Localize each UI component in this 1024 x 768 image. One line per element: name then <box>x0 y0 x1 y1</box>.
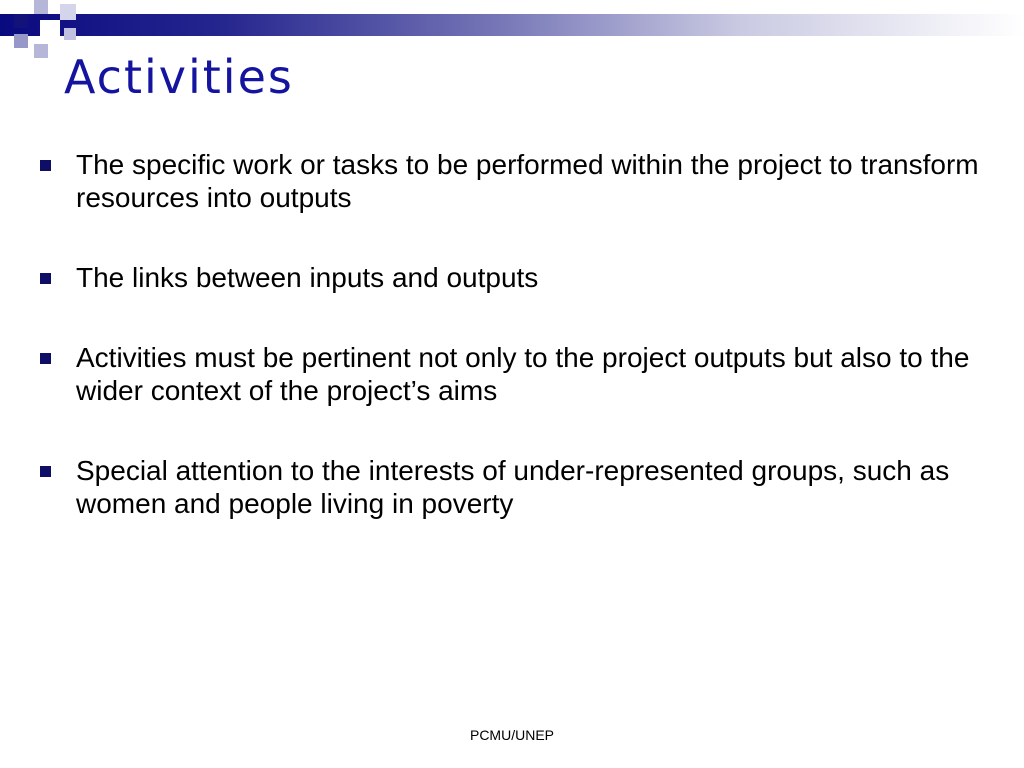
bullet-text: Activities must be pertinent not only to the project outputs but also to the wider context of the project’s aims <box>76 342 970 406</box>
decorative-square <box>60 4 76 20</box>
decorative-square <box>14 34 28 48</box>
bullet-item <box>40 341 980 407</box>
decorative-square <box>34 44 48 58</box>
header-gradient-band <box>0 14 1024 36</box>
slide-footer: PCMU/UNEP <box>469 727 554 743</box>
decorative-square <box>34 0 48 14</box>
bullet-text: The specific work or tasks to be performed within the project to transform resources into outputs <box>76 149 979 213</box>
bullet-text: The links between inputs and outputs <box>76 262 539 293</box>
square-bullet-icon <box>40 466 51 477</box>
bullet-text: Special attention to the interests of under-represented groups, such as women and people living in poverty <box>76 455 950 519</box>
slide-title: Activities <box>64 50 294 104</box>
decorative-square <box>64 28 76 40</box>
decorative-square <box>14 14 28 28</box>
square-bullet-icon <box>40 353 51 364</box>
square-bullet-icon <box>40 273 51 284</box>
bullet-item <box>40 148 980 214</box>
decorative-square <box>40 20 60 40</box>
bullet-item <box>40 454 980 520</box>
bullet-list <box>40 148 980 567</box>
bullet-item <box>40 261 980 294</box>
square-bullet-icon <box>40 160 51 171</box>
